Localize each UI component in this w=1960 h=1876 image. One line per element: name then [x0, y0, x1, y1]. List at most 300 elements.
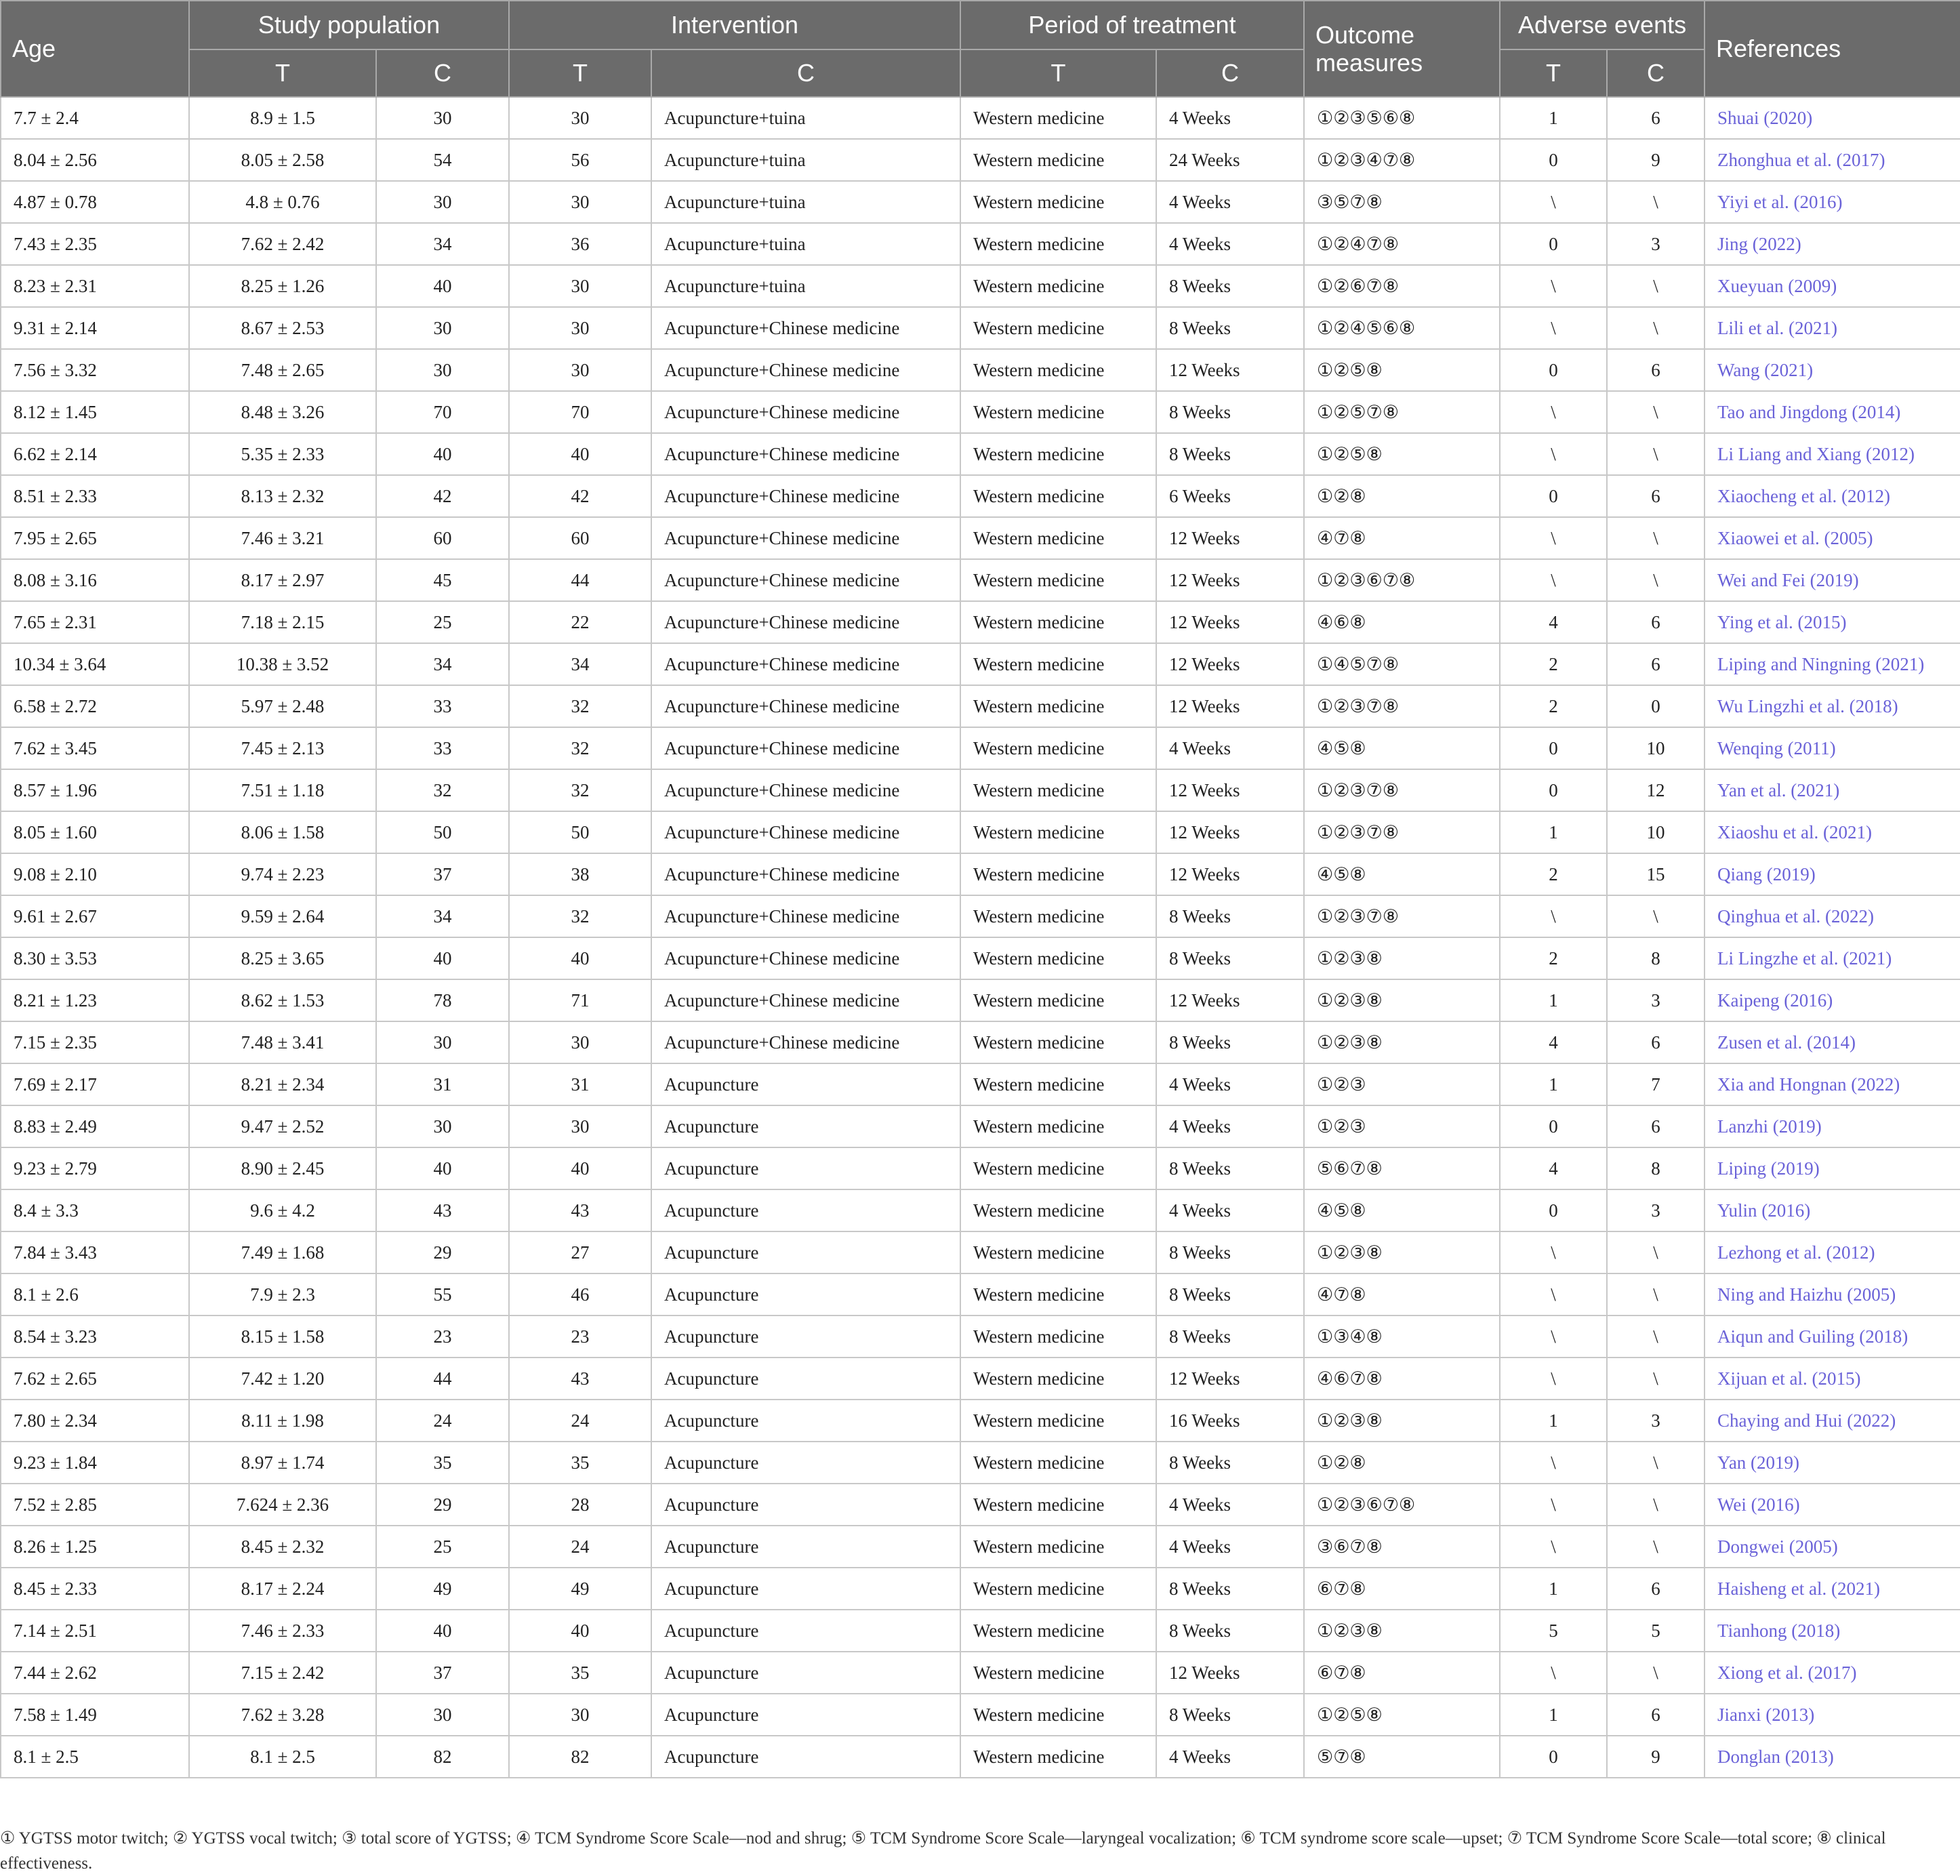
- cell-study-population-c: 60: [376, 517, 509, 559]
- cell-adverse-c: 0: [1607, 685, 1704, 727]
- cell-study-population-c: 43: [376, 1189, 509, 1231]
- cell-period-c: 8 Weeks: [1156, 1231, 1304, 1273]
- cell-outcome-measures: ⑥⑦⑧: [1304, 1652, 1500, 1694]
- cell-intervention-c: Acupuncture: [651, 1105, 960, 1147]
- table-row: [1, 433, 1960, 475]
- cell-reference-link[interactable]: Haisheng et al. (2021): [1704, 1568, 1960, 1610]
- cell-reference-link[interactable]: Tianhong (2018): [1704, 1610, 1960, 1652]
- cell-reference-link[interactable]: Dongwei (2005): [1704, 1526, 1960, 1568]
- cell-adverse-c: 6: [1607, 1694, 1704, 1736]
- cell-reference-link[interactable]: Ying et al. (2015): [1704, 601, 1960, 643]
- cell-reference-link[interactable]: Jing (2022): [1704, 223, 1960, 265]
- table-row: [1, 937, 1960, 979]
- cell-study-population-t: 7.18 ± 2.15: [189, 601, 376, 643]
- cell-period-c: 8 Weeks: [1156, 1147, 1304, 1189]
- cell-adverse-c: 9: [1607, 139, 1704, 181]
- cell-age: 9.31 ± 2.14: [1, 307, 189, 349]
- cell-outcome-measures: ①②③⑦⑧: [1304, 895, 1500, 937]
- cell-study-population-c: 30: [376, 1694, 509, 1736]
- table-row: [1, 391, 1960, 433]
- cell-period-c: 4 Weeks: [1156, 1736, 1304, 1778]
- table-row: [1, 559, 1960, 601]
- cell-intervention-t: 30: [509, 1694, 651, 1736]
- cell-age: 8.30 ± 3.53: [1, 937, 189, 979]
- cell-period-t: Western medicine: [960, 1105, 1156, 1147]
- cell-age: 7.44 ± 2.62: [1, 1652, 189, 1694]
- cell-reference-link[interactable]: Xiong et al. (2017): [1704, 1652, 1960, 1694]
- cell-adverse-t: 5: [1500, 1610, 1607, 1652]
- cell-intervention-t: 34: [509, 643, 651, 685]
- cell-intervention-t: 24: [509, 1400, 651, 1442]
- table-row: [1, 1484, 1960, 1526]
- cell-adverse-t: \: [1500, 433, 1607, 475]
- table-footnote: ① YGTSS motor twitch; ② YGTSS vocal twitch; ③ total score of YGTSS; ④ TCM Syndrome Score Scale—nod and shrug; ⑤ TCM Syndrome Score Scale—laryngeal vocalization; ⑥ TCM syndrome score scale—upset; ⑦ TCM Syndrome Score Scale—total score; ⑧ clinical effectiveness.: [0, 1829, 1886, 1873]
- cell-outcome-measures: ①②④⑤⑥⑧: [1304, 307, 1500, 349]
- cell-adverse-t: \: [1500, 1316, 1607, 1358]
- cell-adverse-t: 1: [1500, 1400, 1607, 1442]
- table-row: [1, 1273, 1960, 1316]
- cell-adverse-c: 15: [1607, 853, 1704, 895]
- cell-outcome-measures: ①②③⑤⑥⑧: [1304, 97, 1500, 139]
- table-row: [1, 475, 1960, 517]
- cell-adverse-c: 3: [1607, 1189, 1704, 1231]
- cell-age: 8.1 ± 2.5: [1, 1736, 189, 1778]
- cell-study-population-t: 9.74 ± 2.23: [189, 853, 376, 895]
- cell-intervention-t: 71: [509, 979, 651, 1021]
- cell-reference-link[interactable]: Liping (2019): [1704, 1147, 1960, 1189]
- cell-intervention-c: Acupuncture+Chinese medicine: [651, 475, 960, 517]
- cell-outcome-measures: ①②③⑦⑧: [1304, 769, 1500, 811]
- cell-intervention-t: 44: [509, 559, 651, 601]
- cell-intervention-c: Acupuncture+Chinese medicine: [651, 643, 960, 685]
- cell-adverse-c: 3: [1607, 979, 1704, 1021]
- table-row: [1, 1610, 1960, 1652]
- cell-intervention-c: Acupuncture: [651, 1484, 960, 1526]
- table-row: [1, 265, 1960, 307]
- cell-intervention-t: 31: [509, 1063, 651, 1105]
- cell-study-population-t: 10.38 ± 3.52: [189, 643, 376, 685]
- subheader-intervention-t: T: [509, 49, 651, 97]
- cell-reference-link[interactable]: Xijuan et al. (2015): [1704, 1358, 1960, 1400]
- cell-study-population-t: 8.67 ± 2.53: [189, 307, 376, 349]
- cell-adverse-c: \: [1607, 265, 1704, 307]
- cell-reference-link[interactable]: Chaying and Hui (2022): [1704, 1400, 1960, 1442]
- cell-intervention-c: Acupuncture: [651, 1273, 960, 1316]
- cell-adverse-t: \: [1500, 1231, 1607, 1273]
- cell-reference-link[interactable]: Zhonghua et al. (2017): [1704, 139, 1960, 181]
- cell-age: 8.83 ± 2.49: [1, 1105, 189, 1147]
- cell-age: 8.54 ± 3.23: [1, 1316, 189, 1358]
- cell-period-t: Western medicine: [960, 643, 1156, 685]
- cell-intervention-c: Acupuncture+tuina: [651, 223, 960, 265]
- cell-study-population-c: 82: [376, 1736, 509, 1778]
- cell-outcome-measures: ④⑦⑧: [1304, 1273, 1500, 1316]
- cell-intervention-t: 23: [509, 1316, 651, 1358]
- cell-reference-link[interactable]: Ning and Haizhu (2005): [1704, 1273, 1960, 1316]
- cell-adverse-t: 0: [1500, 139, 1607, 181]
- cell-adverse-t: \: [1500, 1526, 1607, 1568]
- cell-reference-link[interactable]: Lezhong et al. (2012): [1704, 1231, 1960, 1273]
- cell-study-population-c: 70: [376, 391, 509, 433]
- cell-reference-link[interactable]: Yan (2019): [1704, 1442, 1960, 1484]
- cell-intervention-c: Acupuncture+Chinese medicine: [651, 727, 960, 769]
- table-row: [1, 517, 1960, 559]
- cell-adverse-t: \: [1500, 181, 1607, 223]
- table-row: [1, 811, 1960, 853]
- cell-intervention-c: Acupuncture+Chinese medicine: [651, 307, 960, 349]
- cell-outcome-measures: ①②③⑦⑧: [1304, 811, 1500, 853]
- cell-adverse-t: 0: [1500, 1189, 1607, 1231]
- cell-period-c: 4 Weeks: [1156, 181, 1304, 223]
- cell-period-c: 12 Weeks: [1156, 1358, 1304, 1400]
- table-row: [1, 307, 1960, 349]
- cell-period-t: Western medicine: [960, 1189, 1156, 1231]
- cell-outcome-measures: ⑤⑦⑧: [1304, 1736, 1500, 1778]
- cell-adverse-c: \: [1607, 895, 1704, 937]
- cell-adverse-c: 9: [1607, 1736, 1704, 1778]
- cell-intervention-t: 35: [509, 1442, 651, 1484]
- cell-reference-link[interactable]: Wang (2021): [1704, 349, 1960, 391]
- cell-period-c: 12 Weeks: [1156, 811, 1304, 853]
- cell-period-t: Western medicine: [960, 895, 1156, 937]
- cell-age: 8.57 ± 1.96: [1, 769, 189, 811]
- cell-outcome-measures: ①②⑤⑦⑧: [1304, 391, 1500, 433]
- cell-study-population-c: 54: [376, 139, 509, 181]
- cell-period-c: 4 Weeks: [1156, 1189, 1304, 1231]
- cell-study-population-c: 30: [376, 307, 509, 349]
- cell-study-population-c: 40: [376, 1610, 509, 1652]
- cell-outcome-measures: ④⑥⑧: [1304, 601, 1500, 643]
- cell-reference-link[interactable]: Xiaocheng et al. (2012): [1704, 475, 1960, 517]
- cell-period-t: Western medicine: [960, 1568, 1156, 1610]
- cell-intervention-c: Acupuncture: [651, 1358, 960, 1400]
- cell-reference-link[interactable]: Jianxi (2013): [1704, 1694, 1960, 1736]
- cell-reference-link[interactable]: Li Liang and Xiang (2012): [1704, 433, 1960, 475]
- cell-age: 7.65 ± 2.31: [1, 601, 189, 643]
- cell-intervention-t: 27: [509, 1231, 651, 1273]
- cell-reference-link[interactable]: Qinghua et al. (2022): [1704, 895, 1960, 937]
- table-row: [1, 181, 1960, 223]
- cell-age: 6.62 ± 2.14: [1, 433, 189, 475]
- cell-intervention-c: Acupuncture: [651, 1063, 960, 1105]
- cell-outcome-measures: ⑥⑦⑧: [1304, 1568, 1500, 1610]
- cell-intervention-c: Acupuncture+Chinese medicine: [651, 349, 960, 391]
- cell-adverse-c: 6: [1607, 601, 1704, 643]
- cell-adverse-t: 4: [1500, 601, 1607, 643]
- cell-adverse-c: \: [1607, 1316, 1704, 1358]
- cell-intervention-c: Acupuncture+Chinese medicine: [651, 391, 960, 433]
- cell-period-c: 12 Weeks: [1156, 559, 1304, 601]
- cell-study-population-c: 30: [376, 1021, 509, 1063]
- cell-adverse-c: \: [1607, 433, 1704, 475]
- cell-period-c: 4 Weeks: [1156, 97, 1304, 139]
- cell-reference-link[interactable]: Wu Lingzhi et al. (2018): [1704, 685, 1960, 727]
- cell-period-c: 12 Weeks: [1156, 643, 1304, 685]
- table-row: [1, 139, 1960, 181]
- cell-intervention-c: Acupuncture+Chinese medicine: [651, 601, 960, 643]
- cell-study-population-t: 5.97 ± 2.48: [189, 685, 376, 727]
- cell-period-t: Western medicine: [960, 1231, 1156, 1273]
- cell-outcome-measures: ④⑤⑧: [1304, 853, 1500, 895]
- cell-intervention-c: Acupuncture+Chinese medicine: [651, 895, 960, 937]
- cell-outcome-measures: ①②⑤⑧: [1304, 349, 1500, 391]
- cell-study-population-t: 7.46 ± 3.21: [189, 517, 376, 559]
- cell-intervention-t: 32: [509, 727, 651, 769]
- table-header: [1, 1, 1960, 97]
- table-row: [1, 643, 1960, 685]
- cell-intervention-t: 32: [509, 769, 651, 811]
- cell-intervention-c: Acupuncture+tuina: [651, 97, 960, 139]
- cell-reference-link[interactable]: Wenqing (2011): [1704, 727, 1960, 769]
- cell-study-population-c: 45: [376, 559, 509, 601]
- cell-intervention-t: 40: [509, 1610, 651, 1652]
- cell-study-population-c: 34: [376, 643, 509, 685]
- cell-period-t: Western medicine: [960, 1736, 1156, 1778]
- cell-reference-link[interactable]: Yulin (2016): [1704, 1189, 1960, 1231]
- table-row: [1, 1358, 1960, 1400]
- cell-adverse-t: 0: [1500, 349, 1607, 391]
- cell-study-population-t: 7.624 ± 2.36: [189, 1484, 376, 1526]
- cell-intervention-c: Acupuncture: [651, 1400, 960, 1442]
- cell-outcome-measures: ①②③④⑦⑧: [1304, 139, 1500, 181]
- header-outcome-measures: Outcome measures: [1304, 1, 1500, 97]
- cell-intervention-t: 30: [509, 1105, 651, 1147]
- cell-period-c: 8 Weeks: [1156, 1316, 1304, 1358]
- cell-adverse-t: 0: [1500, 769, 1607, 811]
- cell-study-population-t: 8.90 ± 2.45: [189, 1147, 376, 1189]
- cell-reference-link[interactable]: Aiqun and Guiling (2018): [1704, 1316, 1960, 1358]
- cell-intervention-c: Acupuncture+Chinese medicine: [651, 685, 960, 727]
- cell-period-c: 8 Weeks: [1156, 1273, 1304, 1316]
- cell-adverse-c: 7: [1607, 1063, 1704, 1105]
- cell-study-population-c: 50: [376, 811, 509, 853]
- cell-study-population-t: 7.9 ± 2.3: [189, 1273, 376, 1316]
- cell-study-population-c: 35: [376, 1442, 509, 1484]
- cell-study-population-t: 7.46 ± 2.33: [189, 1610, 376, 1652]
- cell-period-c: 12 Weeks: [1156, 769, 1304, 811]
- cell-period-t: Western medicine: [960, 1610, 1156, 1652]
- cell-adverse-c: \: [1607, 1358, 1704, 1400]
- cell-adverse-t: \: [1500, 895, 1607, 937]
- cell-reference-link[interactable]: Shuai (2020): [1704, 97, 1960, 139]
- cell-period-t: Western medicine: [960, 307, 1156, 349]
- cell-reference-link[interactable]: Kaipeng (2016): [1704, 979, 1960, 1021]
- cell-period-t: Western medicine: [960, 1526, 1156, 1568]
- cell-reference-link[interactable]: Yiyi et al. (2016): [1704, 181, 1960, 223]
- cell-intervention-c: Acupuncture: [651, 1231, 960, 1273]
- cell-intervention-t: 40: [509, 1147, 651, 1189]
- cell-intervention-c: Acupuncture: [651, 1189, 960, 1231]
- cell-study-population-c: 30: [376, 349, 509, 391]
- cell-study-population-t: 7.45 ± 2.13: [189, 727, 376, 769]
- cell-outcome-measures: ③⑤⑦⑧: [1304, 181, 1500, 223]
- cell-study-population-c: 25: [376, 1526, 509, 1568]
- cell-period-t: Western medicine: [960, 433, 1156, 475]
- cell-intervention-t: 46: [509, 1273, 651, 1316]
- cell-adverse-t: \: [1500, 1652, 1607, 1694]
- cell-adverse-c: \: [1607, 307, 1704, 349]
- cell-study-population-c: 25: [376, 601, 509, 643]
- cell-adverse-t: 0: [1500, 1105, 1607, 1147]
- cell-study-population-t: 8.62 ± 1.53: [189, 979, 376, 1021]
- cell-period-t: Western medicine: [960, 727, 1156, 769]
- cell-outcome-measures: ④⑥⑦⑧: [1304, 1358, 1500, 1400]
- table-row: [1, 769, 1960, 811]
- cell-reference-link[interactable]: Donglan (2013): [1704, 1736, 1960, 1778]
- cell-adverse-c: 6: [1607, 349, 1704, 391]
- cell-intervention-t: 32: [509, 685, 651, 727]
- cell-intervention-t: 28: [509, 1484, 651, 1526]
- subheader-adverse-c: C: [1607, 49, 1704, 97]
- cell-intervention-c: Acupuncture+Chinese medicine: [651, 937, 960, 979]
- cell-period-c: 8 Weeks: [1156, 1442, 1304, 1484]
- cell-age: 7.58 ± 1.49: [1, 1694, 189, 1736]
- cell-adverse-t: 1: [1500, 1063, 1607, 1105]
- cell-intervention-c: Acupuncture: [651, 1526, 960, 1568]
- cell-study-population-c: 40: [376, 937, 509, 979]
- cell-study-population-c: 30: [376, 181, 509, 223]
- cell-outcome-measures: ①②③: [1304, 1105, 1500, 1147]
- table-row: [1, 1063, 1960, 1105]
- cell-adverse-t: 4: [1500, 1021, 1607, 1063]
- cell-study-population-t: 8.13 ± 2.32: [189, 475, 376, 517]
- cell-age: 7.43 ± 2.35: [1, 223, 189, 265]
- cell-intervention-t: 56: [509, 139, 651, 181]
- subheader-study-population-c: C: [376, 49, 509, 97]
- cell-study-population-t: 7.51 ± 1.18: [189, 769, 376, 811]
- cell-adverse-c: 6: [1607, 97, 1704, 139]
- cell-reference-link[interactable]: Liping and Ningning (2021): [1704, 643, 1960, 685]
- cell-period-t: Western medicine: [960, 181, 1156, 223]
- cell-period-c: 16 Weeks: [1156, 1400, 1304, 1442]
- cell-study-population-c: 29: [376, 1484, 509, 1526]
- cell-study-population-t: 9.59 ± 2.64: [189, 895, 376, 937]
- cell-study-population-c: 37: [376, 1652, 509, 1694]
- cell-age: 7.84 ± 3.43: [1, 1231, 189, 1273]
- cell-adverse-t: 2: [1500, 685, 1607, 727]
- cell-study-population-c: 29: [376, 1231, 509, 1273]
- cell-reference-link[interactable]: Xueyuan (2009): [1704, 265, 1960, 307]
- cell-adverse-t: 2: [1500, 937, 1607, 979]
- cell-reference-link[interactable]: Li Lingzhe et al. (2021): [1704, 937, 1960, 979]
- cell-age: 7.62 ± 2.65: [1, 1358, 189, 1400]
- table-row: [1, 1736, 1960, 1778]
- cell-outcome-measures: ①②⑤⑧: [1304, 1694, 1500, 1736]
- cell-study-population-t: 8.05 ± 2.58: [189, 139, 376, 181]
- cell-intervention-c: Acupuncture: [651, 1147, 960, 1189]
- cell-period-c: 12 Weeks: [1156, 853, 1304, 895]
- cell-intervention-c: Acupuncture: [651, 1610, 960, 1652]
- cell-adverse-c: 6: [1607, 643, 1704, 685]
- cell-outcome-measures: ①③④⑧: [1304, 1316, 1500, 1358]
- cell-reference-link[interactable]: Wei (2016): [1704, 1484, 1960, 1526]
- cell-adverse-t: 0: [1500, 223, 1607, 265]
- cell-period-c: 12 Weeks: [1156, 685, 1304, 727]
- cell-intervention-t: 35: [509, 1652, 651, 1694]
- cell-intervention-t: 50: [509, 811, 651, 853]
- cell-intervention-t: 40: [509, 433, 651, 475]
- table-body: [1, 97, 1960, 1778]
- cell-reference-link[interactable]: Zusen et al. (2014): [1704, 1021, 1960, 1063]
- cell-intervention-t: 38: [509, 853, 651, 895]
- table-row: [1, 601, 1960, 643]
- cell-intervention-t: 30: [509, 1021, 651, 1063]
- cell-age: 7.69 ± 2.17: [1, 1063, 189, 1105]
- cell-outcome-measures: ①②④⑦⑧: [1304, 223, 1500, 265]
- cell-adverse-c: 6: [1607, 475, 1704, 517]
- cell-period-c: 12 Weeks: [1156, 349, 1304, 391]
- cell-outcome-measures: ①②③⑧: [1304, 1021, 1500, 1063]
- cell-reference-link[interactable]: Wei and Fei (2019): [1704, 559, 1960, 601]
- cell-reference-link[interactable]: Yan et al. (2021): [1704, 769, 1960, 811]
- cell-period-c: 8 Weeks: [1156, 391, 1304, 433]
- cell-study-population-t: 8.48 ± 3.26: [189, 391, 376, 433]
- header-study-population: Study population: [189, 1, 509, 49]
- cell-study-population-t: 9.6 ± 4.2: [189, 1189, 376, 1231]
- cell-reference-link[interactable]: Qiang (2019): [1704, 853, 1960, 895]
- cell-study-population-t: 8.9 ± 1.5: [189, 97, 376, 139]
- cell-period-c: 8 Weeks: [1156, 1568, 1304, 1610]
- cell-reference-link[interactable]: Xia and Hongnan (2022): [1704, 1063, 1960, 1105]
- cell-intervention-t: 42: [509, 475, 651, 517]
- cell-intervention-c: Acupuncture+tuina: [651, 265, 960, 307]
- cell-intervention-c: Acupuncture+tuina: [651, 139, 960, 181]
- cell-study-population-c: 34: [376, 223, 509, 265]
- cell-reference-link[interactable]: Lanzhi (2019): [1704, 1105, 1960, 1147]
- cell-outcome-measures: ①②⑧: [1304, 1442, 1500, 1484]
- cell-adverse-t: \: [1500, 1273, 1607, 1316]
- cell-age: 7.7 ± 2.4: [1, 97, 189, 139]
- cell-intervention-t: 43: [509, 1189, 651, 1231]
- subheader-study-population-t: T: [189, 49, 376, 97]
- cell-study-population-t: 7.62 ± 3.28: [189, 1694, 376, 1736]
- cell-period-t: Western medicine: [960, 1652, 1156, 1694]
- cell-age: 8.51 ± 2.33: [1, 475, 189, 517]
- cell-period-t: Western medicine: [960, 601, 1156, 643]
- cell-period-t: Western medicine: [960, 517, 1156, 559]
- cell-study-population-t: 8.1 ± 2.5: [189, 1736, 376, 1778]
- cell-adverse-c: 8: [1607, 1147, 1704, 1189]
- cell-study-population-t: 8.97 ± 1.74: [189, 1442, 376, 1484]
- cell-period-c: 12 Weeks: [1156, 601, 1304, 643]
- cell-adverse-c: \: [1607, 181, 1704, 223]
- cell-age: 7.80 ± 2.34: [1, 1400, 189, 1442]
- cell-period-t: Western medicine: [960, 223, 1156, 265]
- cell-adverse-t: \: [1500, 517, 1607, 559]
- cell-age: 4.87 ± 0.78: [1, 181, 189, 223]
- cell-adverse-c: 3: [1607, 1400, 1704, 1442]
- cell-study-population-t: 8.17 ± 2.97: [189, 559, 376, 601]
- cell-intervention-c: Acupuncture+Chinese medicine: [651, 433, 960, 475]
- cell-adverse-c: \: [1607, 391, 1704, 433]
- cell-adverse-t: 0: [1500, 727, 1607, 769]
- cell-intervention-t: 30: [509, 265, 651, 307]
- cell-reference-link[interactable]: Xiaoshu et al. (2021): [1704, 811, 1960, 853]
- cell-study-population-t: 8.15 ± 1.58: [189, 1316, 376, 1358]
- cell-intervention-t: 30: [509, 349, 651, 391]
- table-row: [1, 685, 1960, 727]
- cell-reference-link[interactable]: Lili et al. (2021): [1704, 307, 1960, 349]
- cell-period-t: Western medicine: [960, 391, 1156, 433]
- cell-intervention-c: Acupuncture: [651, 1652, 960, 1694]
- table-row: [1, 1189, 1960, 1231]
- cell-reference-link[interactable]: Xiaowei et al. (2005): [1704, 517, 1960, 559]
- cell-study-population-c: 40: [376, 1147, 509, 1189]
- table-row: [1, 1568, 1960, 1610]
- cell-intervention-c: Acupuncture+Chinese medicine: [651, 517, 960, 559]
- table-row: [1, 1694, 1960, 1736]
- cell-reference-link[interactable]: Tao and Jingdong (2014): [1704, 391, 1960, 433]
